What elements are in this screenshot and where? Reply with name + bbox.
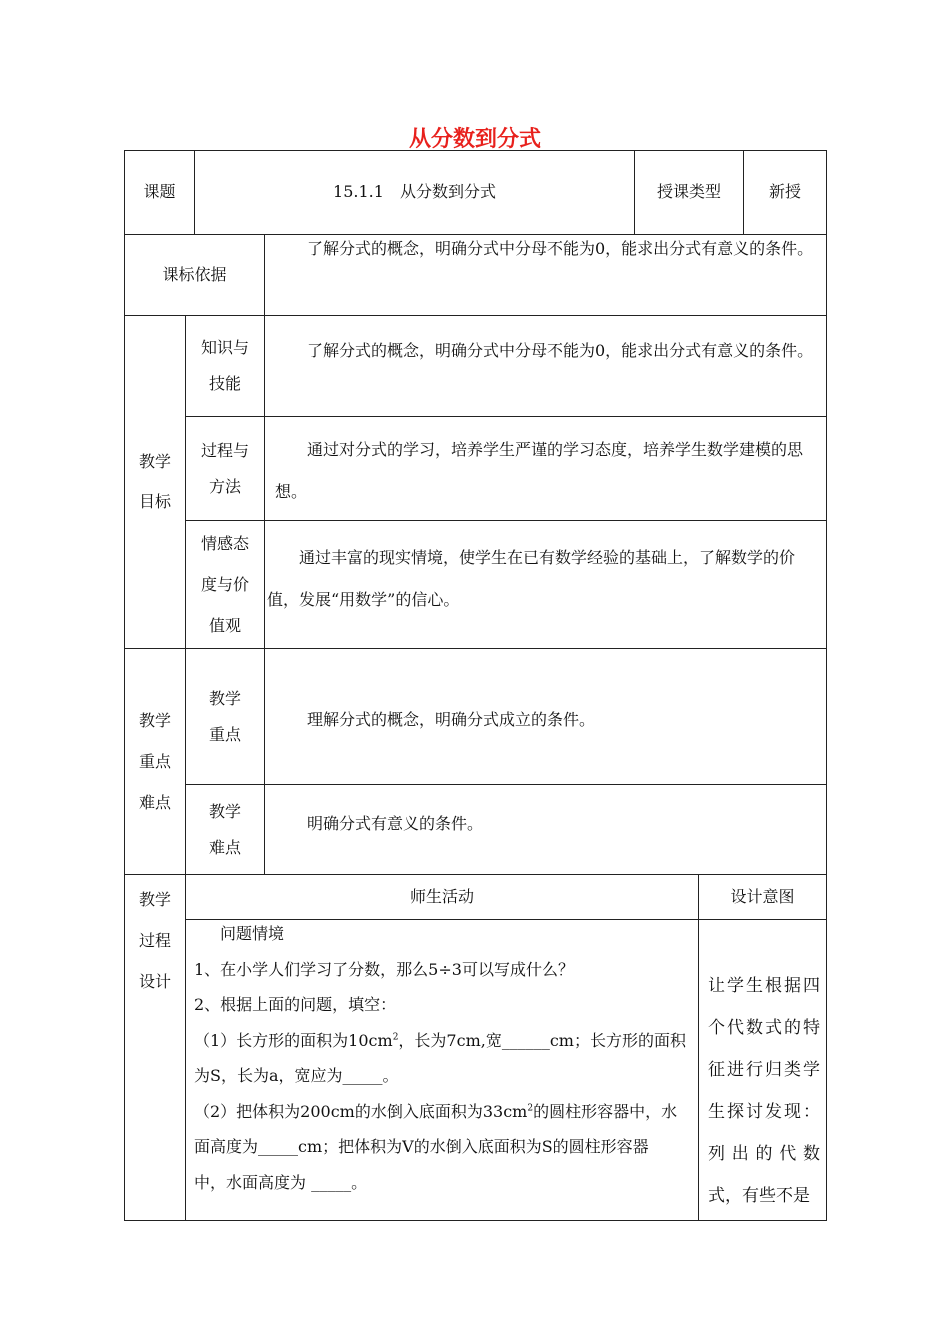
activity-line: 2、根据上面的问题，填空： — [194, 995, 397, 1014]
label-teaching-goals: 教学 目标 — [124, 315, 186, 649]
header-teacher-student-activity: 师生活动 — [185, 874, 699, 920]
class-type-value: 新授 — [743, 150, 827, 235]
activity-line: 中，水面高度为 _____。 — [194, 1172, 368, 1192]
activity-line: （1）长方形的面积为$10cm^2$，长为7cm,宽______cm；长方形的面积 — [194, 1030, 686, 1050]
label-topic: 课题 — [124, 150, 195, 235]
label-curriculum-basis: 课标依据 — [124, 234, 265, 316]
activity-line: 为S，长为a，宽应为_____。 — [194, 1066, 399, 1085]
label-knowledge-skills: 知识与 技能 — [185, 315, 265, 417]
label-process-method: 过程与 方法 — [185, 416, 265, 521]
activity-line: 1、在小学人们学习了分数，那么5÷3可以写成什么？ — [194, 959, 574, 979]
activity-lines — [194, 916, 694, 1200]
knowledge-skills-text: 了解分式的概念，明确分式中分母不能为0，能求出分式有意义的条件。 — [307, 341, 814, 360]
activity-line: 面高度为_____cm；把体积为V的水倒入底面积为S的圆柱形容器 — [194, 1137, 649, 1156]
activity-content-cell — [185, 919, 699, 1221]
process-method-cell — [264, 416, 827, 521]
curriculum-basis-cell — [264, 234, 827, 316]
key-point-cell — [264, 648, 827, 785]
design-intent-text: 让学生根据四个代数式的特征进行归类学生探讨发现：列出的代数式，有些不是 — [708, 976, 820, 1206]
document-title: 从分数到分式 — [408, 127, 541, 152]
process-method-text: 通过对分式的学习，培养学生严谨的学习态度，培养学生数学建模的思想。 — [275, 440, 804, 501]
label-difficult-point: 教学 难点 — [185, 784, 265, 875]
label-process-design: 教学 过程 设计 — [124, 874, 186, 1221]
label-class-type: 授课类型 — [634, 150, 744, 235]
label-key-difficult: 教学 重点 难点 — [124, 648, 186, 875]
label-key-point: 教学 重点 — [185, 648, 265, 785]
activity-line: （2）把体积为200cm的水倒入底面积为$33cm^2$的圆柱形容器中，水 — [194, 1101, 678, 1121]
header-design-intent: 设计意图 — [698, 874, 827, 920]
topic-value: 15.1.1 从分数到分式 — [194, 150, 635, 235]
curriculum-basis-text: 了解分式的概念，明确分式中分母不能为0，能求出分式有意义的条件。 — [307, 239, 814, 258]
activity-line: 问题情境 — [220, 924, 285, 943]
design-intent-cell — [698, 919, 827, 1221]
difficult-point-text: 明确分式有意义的条件。 — [307, 814, 484, 833]
key-point-text: 理解分式的概念，明确分式成立的条件。 — [307, 710, 596, 729]
emotion-values-text: 通过丰富的现实情境，使学生在已有数学经验的基础上，了解数学的价值，发展“用数学”的信心。 — [267, 548, 796, 609]
knowledge-skills-cell — [264, 315, 827, 417]
label-emotion-values: 情感态 度与价 值观 — [185, 520, 265, 649]
difficult-point-cell — [264, 784, 827, 875]
emotion-values-cell — [264, 520, 827, 649]
